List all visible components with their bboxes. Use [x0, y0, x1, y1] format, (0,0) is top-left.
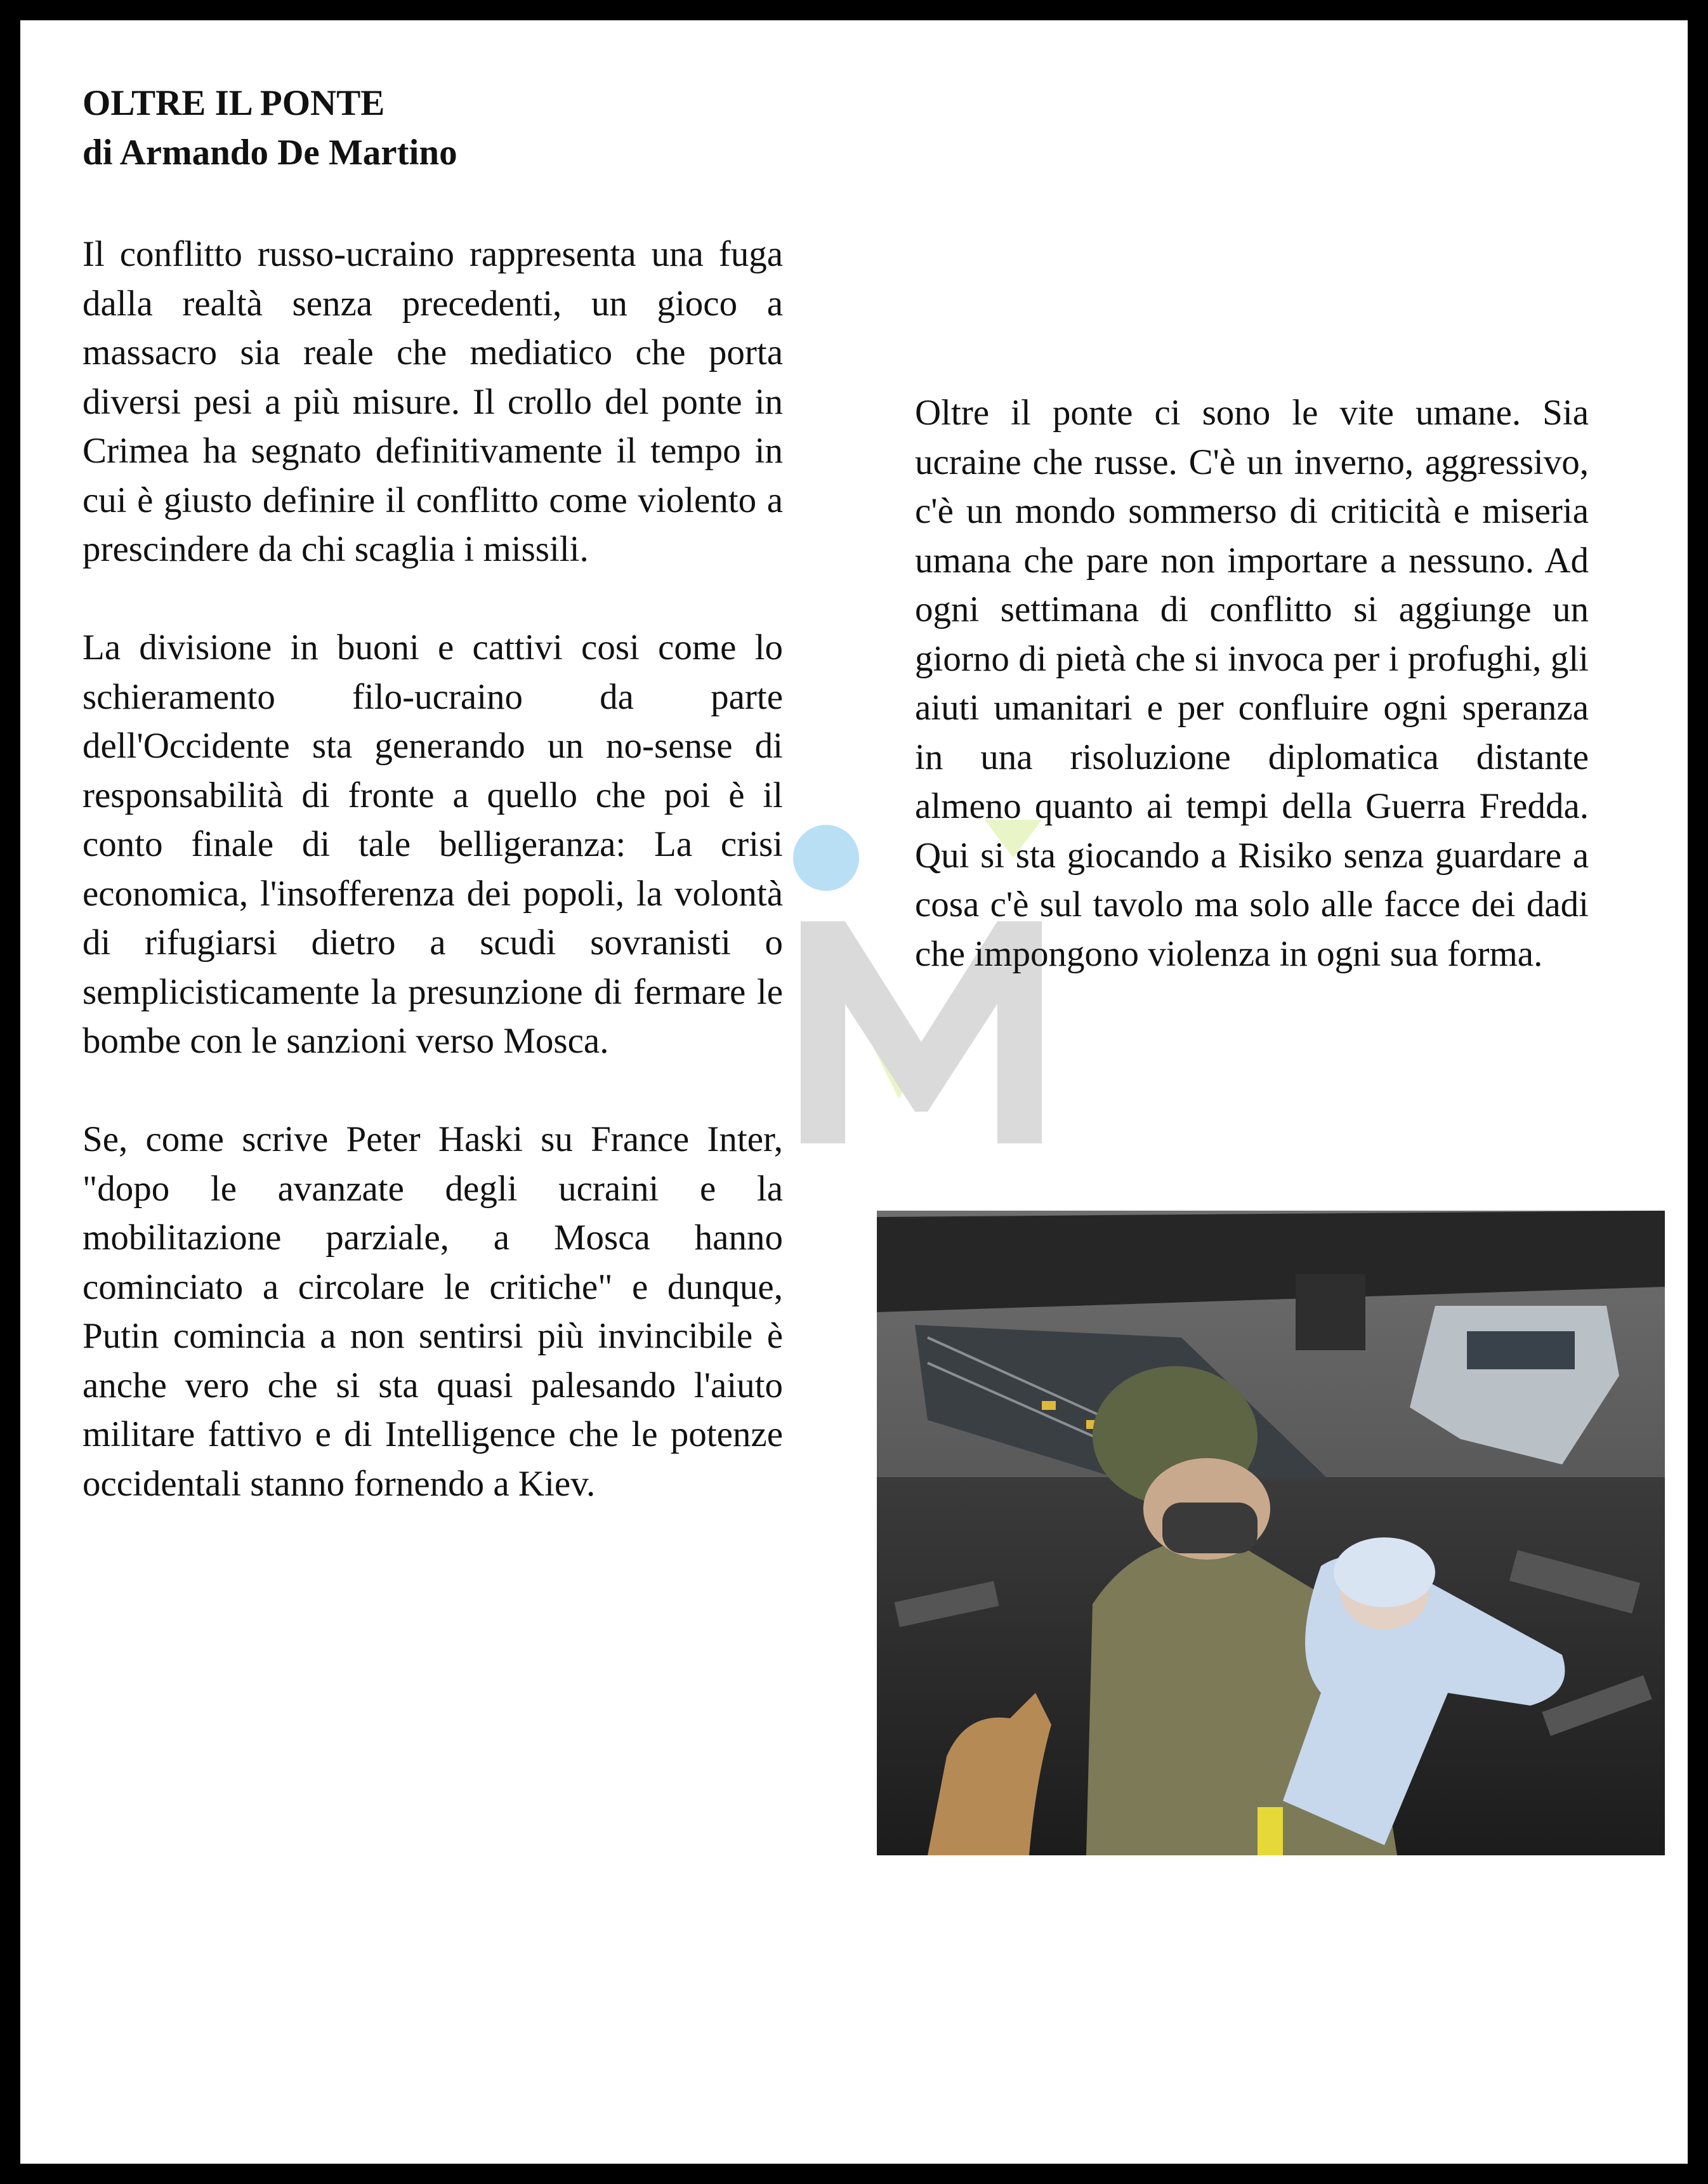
article-paragraph-1: Il conflitto russo-ucraino rappresenta una fuga dalla realtà senza precedenti, un gioco a massacro sia reale che mediatico che porta diversi pesi a più misure. Il crollo del ponte in Crimea ha segnato definitivamente il tempo in cui è giusto definire il conflitto come violento a prescindere da chi scaglia i missili.: [82, 234, 783, 569]
article-paragraph-4: Oltre il ponte ci sono le vite umane. Sia ucraine che russe. C'è un inverno, aggressivo, c'è un mondo sommerso di criticità e miseria umana che pare non importare a nessuno. Ad ogni settimana di conflitto si aggiunge un giorno di pietà che si invoca per i profughi, gli aiuti umanitari e per confluire ogni speranza in una risoluzione diplomatica distante almeno quanto ai tempi della Guerra Fredda. Qui si sta giocando a Risiko senza guardare a cosa c'è sul tavolo ma solo alle facce dei dadi che impongono violenza in ogni sua forma.: [915, 393, 1589, 974]
article-paragraph-3: Se, come scrive Peter Haski su France Inter, "dopo le avanzate degli ucraini e la mobilitazione parziale, a Mosca hanno cominciato a circolare le critiche" e dunque, Putin comincia a non sentirsi più invincibile è anche vero che si sta quasi palesando l'aiuto militare fattivo e di Intelligence che le potenze occidentali stanno fornendo a Kiev.: [82, 1119, 783, 1504]
document-page: [20, 20, 1688, 2164]
watermark-circle: [793, 825, 859, 891]
article-column-left: [82, 230, 783, 1508]
article-photo: [877, 1211, 1665, 1855]
article-header: [82, 79, 907, 178]
war-photo-soldier-with-baby-icon: [877, 1211, 1665, 1855]
article-paragraph-2: La divisione in buoni e cattivi cosi come lo schieramento filo-ucraino da parte dell'Occidente sta generando un no-sense di responsabilità di fronte a quello che poi è il conto finale di tale belligeranza: La crisi economica, l'insofferenza dei popoli, la volontà di rifugiarsi dietro a scudi sovranisti o semplicisticamente la presunzione di fermare le bombe con le sanzioni verso Mosca.: [82, 628, 783, 1061]
article-title: OLTRE IL PONTE: [82, 83, 385, 123]
bridge-pillar: [1296, 1274, 1365, 1350]
article-column-right: [915, 388, 1589, 978]
article-byline: di Armando De Martino: [82, 133, 457, 173]
soldier-mask: [1162, 1503, 1258, 1553]
